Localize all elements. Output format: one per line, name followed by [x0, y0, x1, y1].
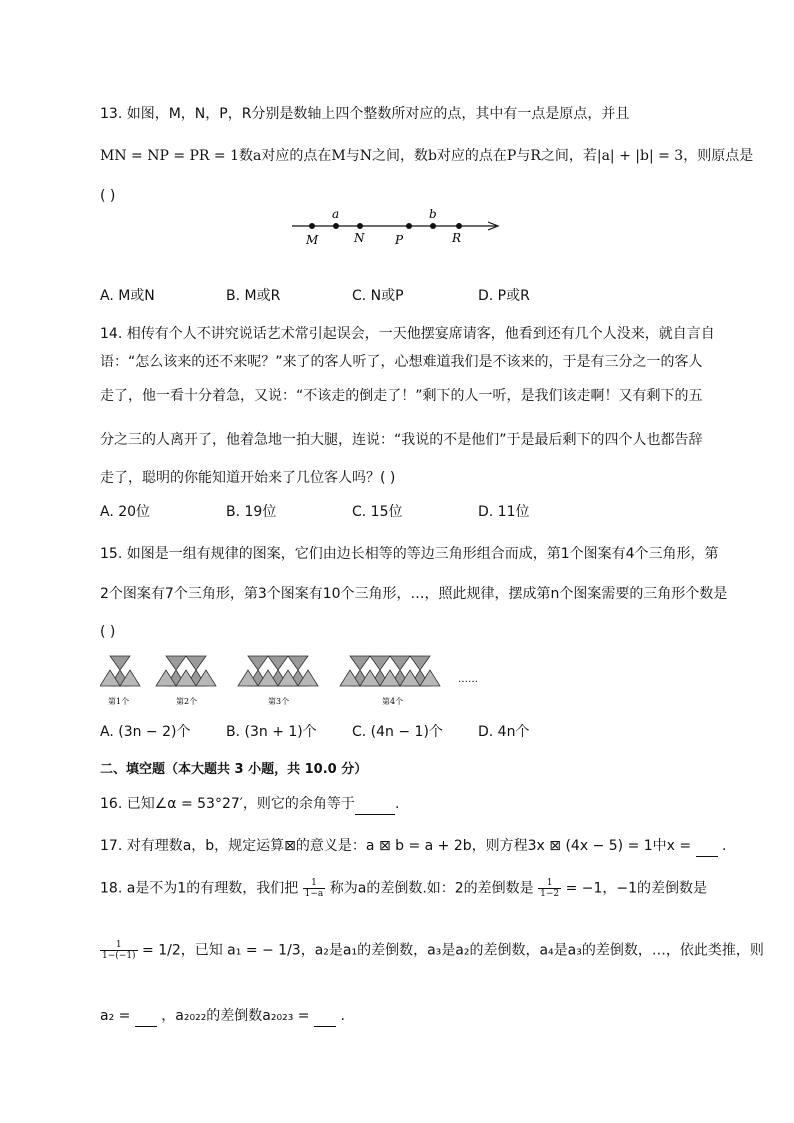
q14-option-a[interactable]: A. 20位 — [100, 504, 151, 520]
pattern-2 — [156, 656, 216, 686]
q13-line-1: 13. 如图，M，N，P，R分别是数轴上四个整数所对应的点，其中有一点是原点，并且 — [100, 106, 630, 122]
fraction-1-over-1-minus-a: $\frac{1}{1-a}$ — [304, 878, 324, 899]
label-n: N — [354, 231, 365, 245]
q15-line-3: ( ) — [100, 624, 116, 640]
q14-option-b[interactable]: B. 19位 — [226, 504, 277, 520]
q13-line-2: MN = NP = PR = 1数a对应的点在M与N之间，数b对应的点在P与R之间，若|a| + |b| = 3，则原点是 — [100, 148, 754, 164]
q14-line-4: 分之三的人离开了，他着急地一拍大腿，连说：“我说的不是他们”于是最后剩下的四个人也都告辞 — [100, 432, 703, 448]
q18-line-1 — [100, 878, 707, 899]
pattern-label-2: 第2个 — [176, 697, 198, 706]
q16-answer-blank[interactable] — [355, 794, 395, 815]
q18-text-3a: a₂ = — [100, 1008, 131, 1024]
pattern-label-1: 第1个 — [108, 697, 130, 706]
label-m: M — [306, 233, 319, 247]
q16-text: 16. 已知∠α = 53°27′，则它的余角等于 — [100, 796, 355, 812]
pattern-1 — [100, 656, 140, 686]
q15-option-a[interactable]: A. (3n − 2)个 — [100, 724, 191, 740]
point-b — [430, 223, 436, 229]
q16-line — [100, 794, 399, 815]
q13-option-c[interactable]: C. N或P — [352, 288, 404, 304]
label-a: a — [332, 207, 340, 221]
pattern-3 — [238, 656, 318, 686]
pattern-label-3: 第3个 — [268, 697, 290, 706]
q18-text-2: = 1/2，已知 a₁ = − 1/3，a₂是a₁的差倒数，a₃是a₂的差倒数，a₄是a₃的差倒数，…，依此类推，则 — [142, 942, 764, 959]
number-line-figure — [288, 206, 508, 250]
label-p: P — [395, 233, 404, 247]
q13-option-d[interactable]: D. P或R — [478, 288, 530, 304]
q18-answer-blank-2[interactable] — [314, 1006, 336, 1027]
q15-option-b[interactable]: B. (3n + 1)个 — [226, 724, 317, 740]
q18-line-2 — [100, 940, 764, 961]
q18-line-3 — [100, 1006, 345, 1027]
q17-text: 17. 对有理数a，b，规定运算⊠的意义是：a ⊠ b = a + 2b，则方程3x ⊠ (4x − 5) = 1中x = — [100, 838, 692, 854]
q14-option-c[interactable]: C. 15位 — [352, 504, 403, 520]
q18-text-3b: ，a₂₀₂₂的差倒数a₂₀₂₃ = — [161, 1008, 310, 1024]
q16-end: . — [394, 796, 400, 812]
pattern-4 — [340, 656, 440, 686]
point-a — [333, 223, 339, 229]
q15-option-d[interactable]: D. 4n个 — [478, 724, 530, 740]
q18-text-3c: . — [340, 1008, 345, 1024]
fraction-1-over-1-minus-2: $\frac{1}{1-2}$ — [540, 878, 560, 899]
q14-line-3: 走了，他一看十分着急，又说：“不该走的倒走了！”剩下的人一听，是我们该走啊！又有剩下的五 — [100, 388, 703, 404]
q14-option-d[interactable]: D. 11位 — [478, 504, 530, 520]
q14-line-1: 14. 相传有个人不讲究说话艺术常引起误会，一天他摆宴席请客，他看到还有几个人没来，就自言自 — [100, 326, 715, 342]
section-heading: 二、填空题（本大题共 3 小题，共 10.0 分） — [100, 762, 368, 777]
fraction-1-over-1-minus-neg1: $\frac{1}{1-(-1)}$ — [102, 940, 136, 961]
pattern-label-4: 第4个 — [382, 697, 404, 706]
q15-option-c[interactable]: C. (4n − 1)个 — [352, 724, 443, 740]
q17-line — [100, 836, 726, 857]
q18-text-1a: 18. a是不为1的有理数，我们把 — [100, 880, 299, 897]
point-n — [357, 223, 363, 229]
q17-answer-blank[interactable] — [696, 836, 718, 857]
q15-line-1: 15. 如图是一组有规律的图案，它们由边长相等的等边三角形组合而成，第1个图案有4个三角形，第 — [100, 546, 719, 562]
q17-end: . — [722, 838, 727, 854]
q18-text-1c: = −1，−1的差倒数是 — [565, 880, 708, 897]
point-p — [406, 223, 412, 229]
q15-line-2: 2个图案有7个三角形，第3个图案有10个三角形，…，照此规律，摆成第n个图案需要的三角形个数是 — [100, 586, 728, 602]
label-b: b — [429, 207, 437, 221]
q18-answer-blank-1[interactable] — [135, 1006, 157, 1027]
q14-line-2: 语：“怎么该来的还不来呢？”来了的客人听了，心想难道我们是不该来的，于是有三分之一的客人 — [100, 354, 703, 370]
pattern-ellipsis: …… — [458, 674, 478, 685]
label-r: R — [452, 231, 462, 245]
q13-option-a[interactable]: A. M或N — [100, 288, 155, 304]
q18-text-1b: 称为a的差倒数.如：2的差倒数是 — [329, 880, 534, 897]
point-m — [309, 223, 315, 229]
q13-option-b[interactable]: B. M或R — [226, 288, 281, 304]
q13-line-3: ( ) — [100, 188, 116, 204]
triangle-pattern-figure — [100, 652, 490, 712]
q14-line-5: 走了，聪明的你能知道开始来了几位客人吗？( ) — [100, 470, 396, 486]
point-r — [456, 223, 462, 229]
